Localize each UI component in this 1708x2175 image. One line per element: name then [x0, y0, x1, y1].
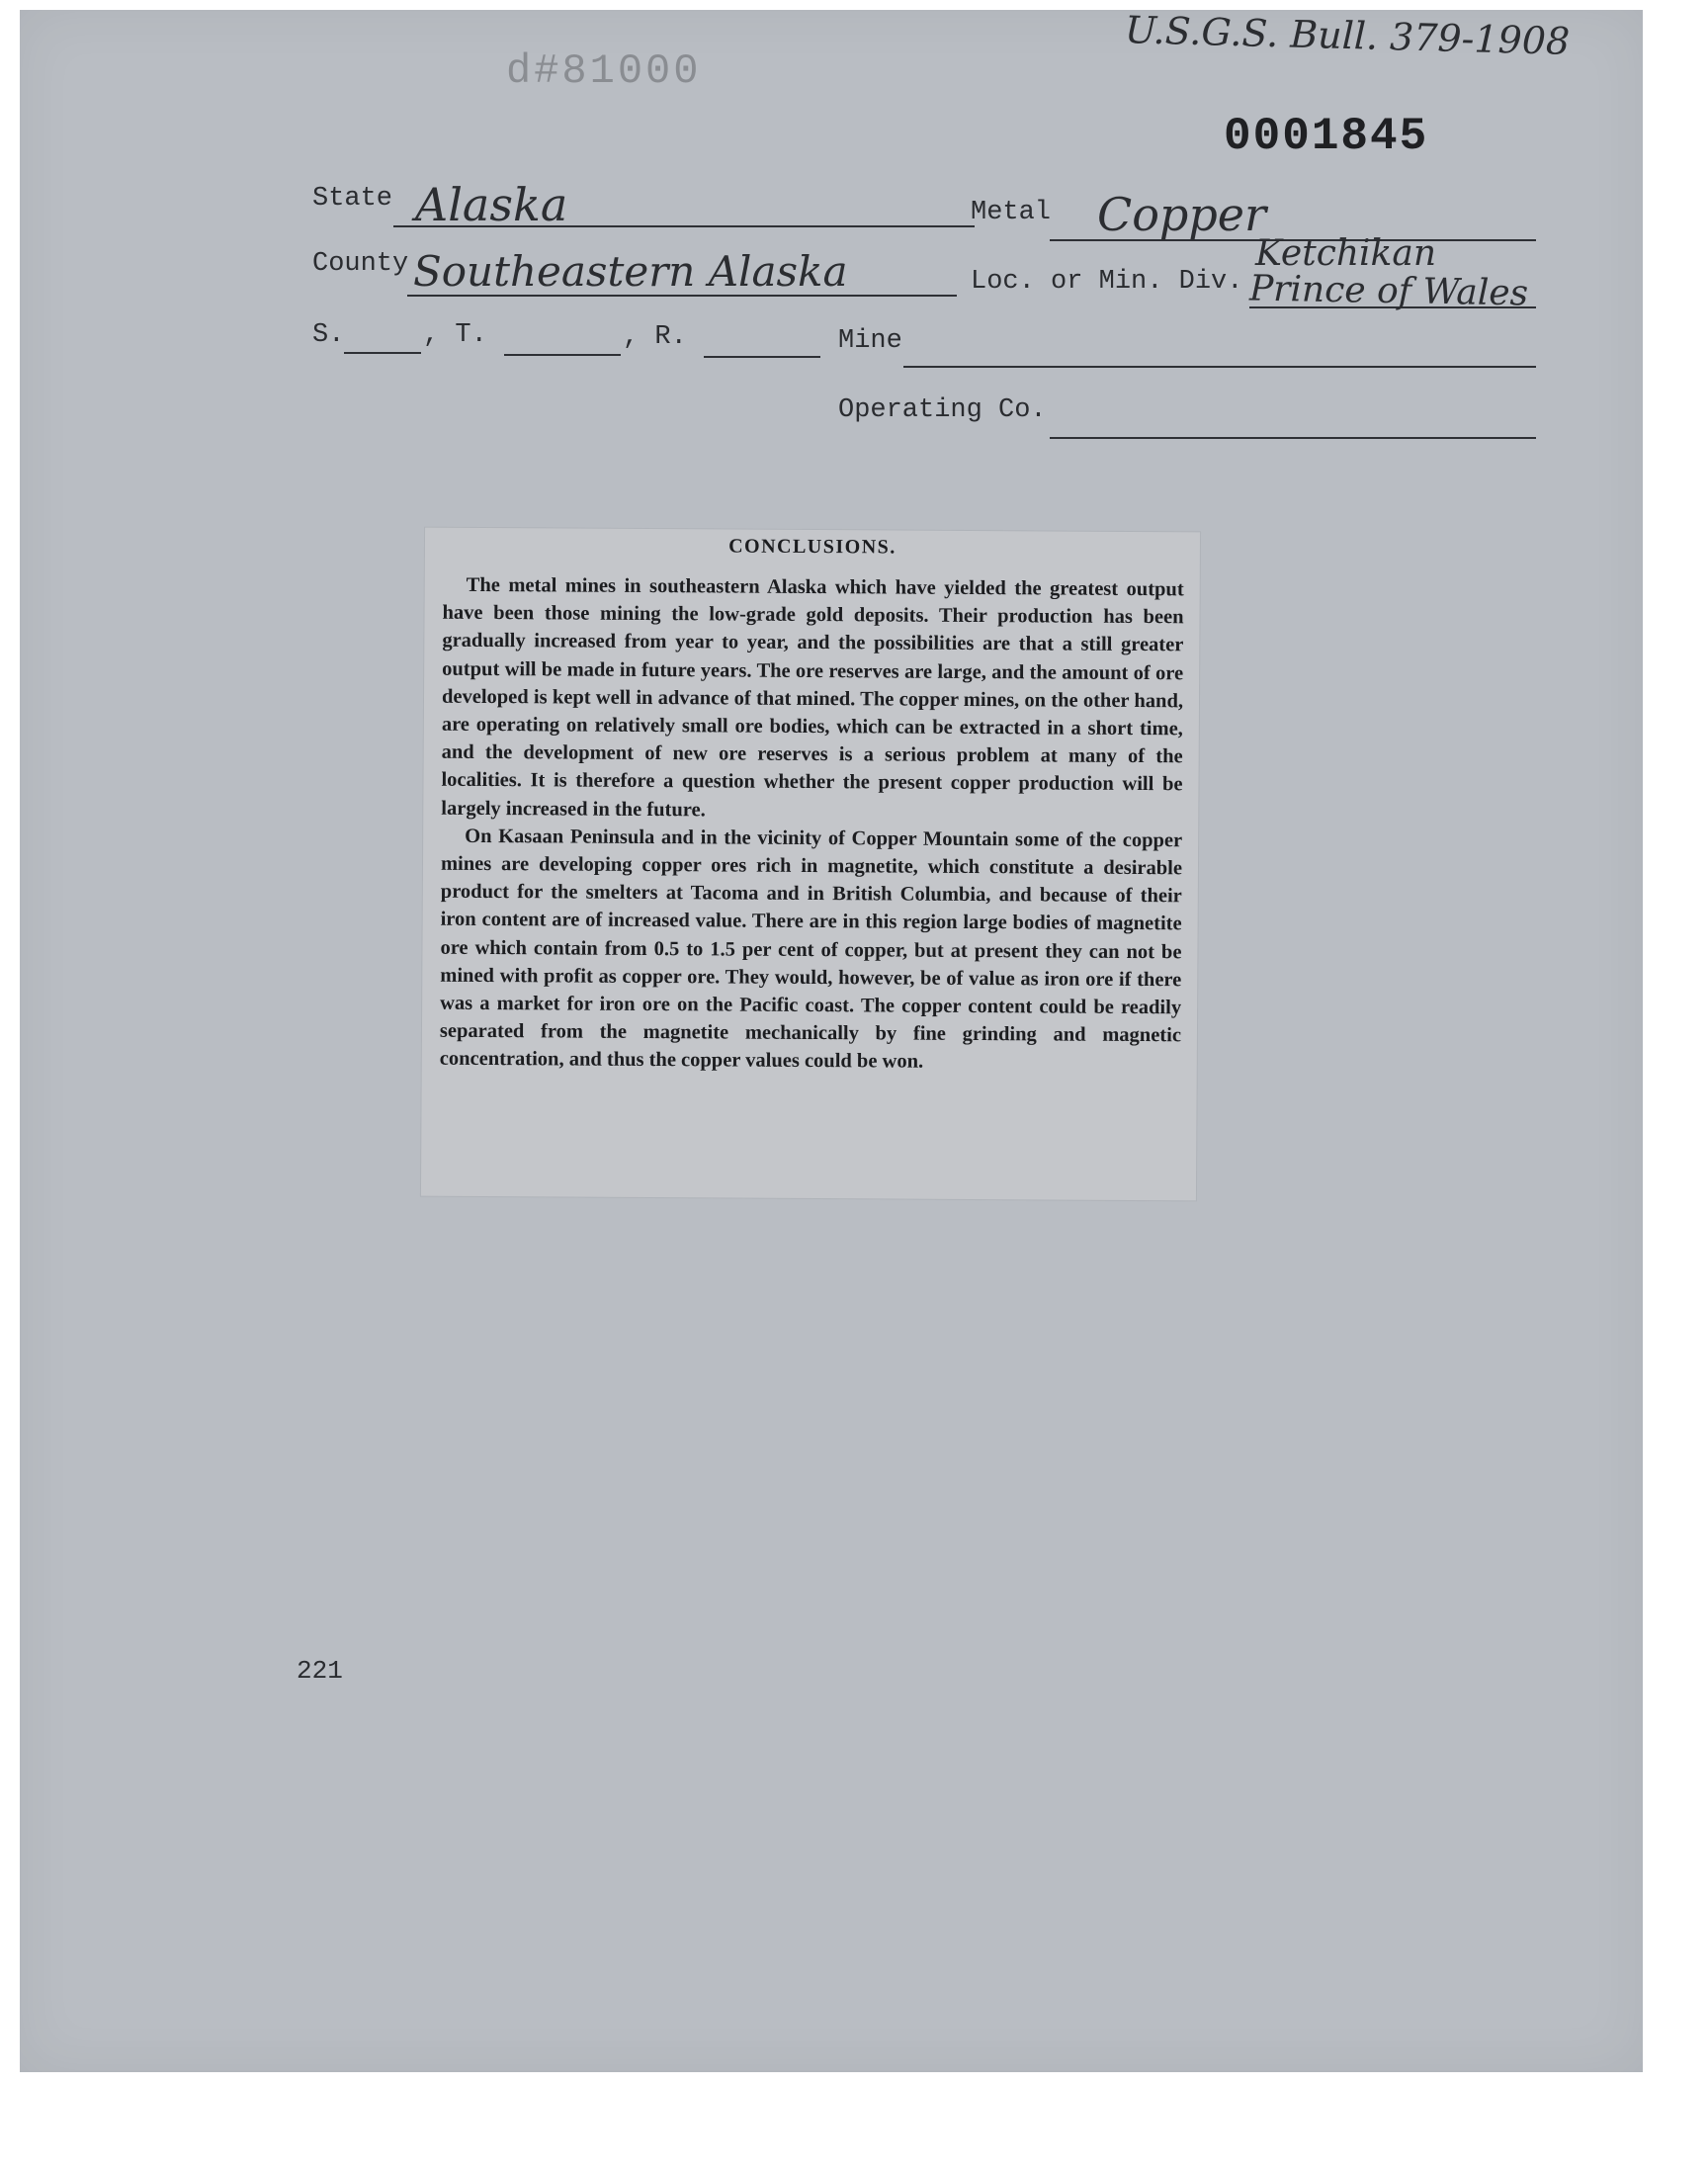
- county-value: Southeastern Alaska: [413, 247, 848, 296]
- state-label: State: [312, 184, 393, 214]
- section-line: [344, 352, 421, 354]
- clipping-paragraph-1: The metal mines in southeastern Alaska which have yielded the greatest output have been those mining the low-grade gold deposits. Their production has been gradually increased from year to year, and the possibilities are that a still greater output will be made in future years. The ore reserves are large, and the amount of ore developed is kept well in advance of that mined. The copper mines, on the other hand, are operating on relatively small ore bodies, which can be extracted in a short time, and the development of new ore reserves is a serious problem at many of the localities. It is therefore a question whether the present copper production will be largely increased in the future.: [441, 573, 1184, 821]
- faded-stamp: d#81000: [506, 47, 702, 95]
- clipping-body: [440, 571, 1184, 1078]
- loc-value-ketchikan: Ketchikan: [1255, 233, 1437, 274]
- loc-label: Loc. or Min. Div.: [971, 267, 1243, 297]
- document-number: 0001845: [1224, 111, 1429, 162]
- county-label: County: [312, 249, 409, 279]
- page-number: 221: [297, 1656, 343, 1686]
- township-line: [504, 354, 621, 356]
- operating-co-label: Operating Co.: [838, 395, 1047, 425]
- metal-label: Metal: [971, 198, 1052, 227]
- section-label: S.: [312, 320, 345, 350]
- citation-annotation: U.S.G.S. Bull. 379-1908: [1124, 8, 1571, 63]
- state-value: Alaska: [415, 178, 568, 231]
- clipping-paragraph-2: On Kasaan Peninsula and in the vicinity of Copper Mountain some of the copper mines are developing copper ores rich in magnetite, which constitute a desirable product for the smelters at Tacoma and in British Columbia, and because of their iron content are of increased value. There are in this region large bodies of magnetite ore which contain from 0.5 to 1.5 per cent of copper, but at present they can not be mined with profit as copper ore. They would, however, be of value as iron ore if there was a market for iron ore on the Pacific coast. The copper content could be readily separated from the magnetite mechanically by fine grinding and magnetic concentration, and thus the copper values could be won.: [439, 825, 1183, 1074]
- range-label: , R.: [623, 322, 687, 352]
- pasted-clipping: [421, 528, 1200, 1201]
- mine-label: Mine: [838, 326, 902, 356]
- clipping-title: CONCLUSIONS.: [728, 535, 897, 559]
- operating-co-line: [1050, 437, 1536, 439]
- metal-value: Copper: [1097, 188, 1266, 241]
- range-line: [704, 356, 820, 358]
- township-label: , T.: [423, 320, 487, 350]
- loc-value-prince-of-wales: Prince of Wales: [1248, 268, 1529, 314]
- document-sheet: [20, 10, 1643, 2072]
- mine-line: [903, 366, 1536, 368]
